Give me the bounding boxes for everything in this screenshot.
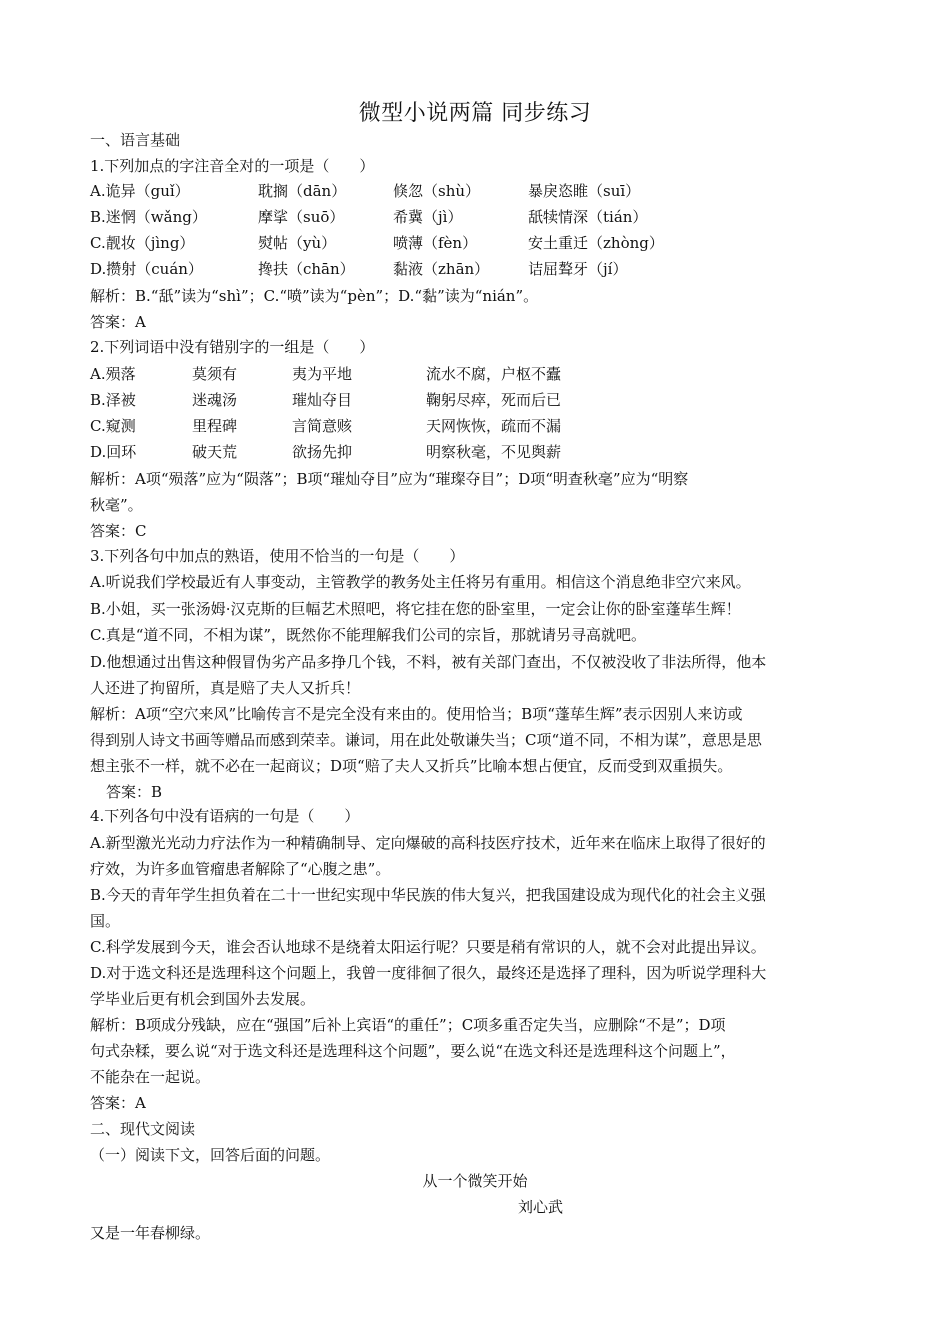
option-cell: 明察秋毫，不见舆薪: [426, 443, 562, 461]
question-2-answer: 答案：C: [90, 522, 147, 540]
story-author: 刘心武: [518, 1198, 564, 1216]
question-4-stem: 4.下列各句中没有语病的一句是（ ）: [90, 807, 360, 825]
question-1-answer: 答案：A: [90, 313, 146, 331]
question-4-option-a: A.新型激光光动力疗法作为一种精确制导、定向爆破的高科技医疗技术，近年来在临床上取得了很好的: [90, 834, 766, 852]
option-cell: 喷薄（fèn）: [393, 234, 478, 252]
question-4-option-b: B.今天的青年学生担负着在二十一世纪实现中华民族的伟大复兴，把我国建设成为现代化的社会主义强: [90, 886, 766, 904]
question-3-option-b: B.小姐，买一张汤姆·汉克斯的巨幅艺术照吧，将它挂在您的卧室里，一定会让你的卧室蓬荜生辉！: [90, 600, 741, 618]
option-cell: 莫须有: [192, 365, 238, 383]
story-title: 从一个微笑开始: [422, 1172, 528, 1190]
section-heading-reading: 二、现代文阅读: [90, 1120, 196, 1138]
option-cell: B.迷惘（wǎng）: [90, 208, 207, 226]
question-3-option-d: D.他想通过出售这种假冒伪劣产品多挣几个钱，不料，被有关部门查出，不仅被没收了非法所得，他本: [90, 653, 767, 671]
question-3-option-c: C.真是“道不同，不相为谋”，既然你不能理解我们公司的宗旨，那就请另寻高就吧。: [90, 626, 647, 644]
question-4-analysis-cont: 不能杂在一起说。: [90, 1068, 211, 1086]
question-3-analysis: 解析：A项“空穴来风”比喻传言不是完全没有来由的。使用恰当；B项“蓬荜生辉”表示因别人来访或: [90, 705, 743, 723]
option-cell: C.窥测: [90, 417, 136, 435]
option-cell: 天网恢恢，疏而不漏: [426, 417, 562, 435]
option-cell: 鞠躬尽瘁，死而后已: [426, 391, 562, 409]
option-cell: 暴戾恣睢（suī）: [528, 182, 641, 200]
question-3-option-a: A.听说我们学校最近有人事变动，主管教学的教务处主任将另有重用。相信这个消息绝非空穴来风。: [90, 573, 751, 591]
option-cell: D.回环: [90, 443, 137, 461]
question-3-analysis-cont: 得到别人诗文书画等赠品而感到荣幸。谦词，用在此处敬谦失当；C项“道不同，不相为谋”，意思是思: [90, 731, 762, 749]
option-cell: D.攒射（cuán）: [90, 260, 203, 278]
reading-part-instructions: （一）阅读下文，回答后面的问题。: [90, 1146, 331, 1164]
option-cell: 熨帖（yù）: [258, 234, 337, 252]
option-cell: C.靓妆（jìng）: [90, 234, 195, 252]
question-4-analysis-cont: 句式杂糅，要么说“对于选文科还是选理科这个问题”，要么说“在选文科还是选理科这个问题上”，: [90, 1042, 736, 1060]
option-cell: 倏忽（shù）: [393, 182, 481, 200]
story-first-line: 又是一年春柳绿。: [90, 1224, 211, 1242]
option-cell: 欲扬先抑: [292, 443, 353, 461]
option-cell: 破天荒: [192, 443, 238, 461]
page-title: 微型小说两篇 同步练习: [358, 101, 592, 126]
question-3-stem: 3.下列各句中加点的熟语，使用不恰当的一句是（ ）: [90, 547, 465, 565]
question-3-option-d-cont: 人还进了拘留所，真是赔了夫人又折兵！: [90, 679, 361, 697]
option-cell: 里程碑: [192, 417, 238, 435]
option-cell: 璀灿夺目: [292, 391, 353, 409]
question-4-option-a-cont: 疗效，为许多血管瘤患者解除了“心腹之患”。: [90, 860, 391, 878]
question-4-option-b-cont: 国。: [90, 912, 121, 930]
option-cell: 安土重迁（zhòng）: [528, 234, 664, 252]
question-2-analysis-cont: 秋毫”。: [90, 496, 143, 514]
option-cell: A.殒落: [90, 365, 136, 383]
question-4-answer: 答案：A: [90, 1094, 146, 1112]
question-2-stem: 2.下列词语中没有错别字的一组是（ ）: [90, 338, 375, 356]
option-cell: 诘屈聱牙（jí）: [528, 260, 628, 278]
option-cell: 夷为平地: [292, 365, 353, 383]
question-1-stem: 1.下列加点的字注音全对的一项是（ ）: [90, 157, 375, 175]
question-4-option-d: D.对于选文科还是选理科这个问题上，我曾一度徘徊了很久，最终还是选择了理科，因为听说学理科大: [90, 964, 767, 982]
option-cell: 流水不腐，户枢不蠹: [426, 365, 562, 383]
question-2-analysis: 解析：A项“殒落”应为“陨落”；B项“璀灿夺目”应为“璀璨夺目”；D项“明查秋毫”应为“明察: [90, 470, 689, 488]
option-cell: 黏液（zhān）: [393, 260, 490, 278]
question-3-analysis-cont: 想主张不一样，就不必在一起商议；D项“赔了夫人又折兵”比喻本想占便宜，反而受到双重损失。: [90, 757, 733, 775]
option-cell: 舐犊情深（tián）: [528, 208, 648, 226]
option-cell: 希冀（jì）: [393, 208, 463, 226]
option-cell: B.泽被: [90, 391, 136, 409]
section-heading-basics: 一、语言基础: [90, 131, 181, 149]
option-cell: 迷魂汤: [192, 391, 238, 409]
question-4-option-c: C.科学发展到今天，谁会否认地球不是绕着太阳运行呢？只要是稍有常识的人，就不会对此提出异议。: [90, 938, 766, 956]
option-cell: 耽搁（dān）: [258, 182, 347, 200]
option-cell: 言简意赅: [292, 417, 353, 435]
option-cell: 搀扶（chān）: [258, 260, 355, 278]
question-4-analysis: 解析：B项成分残缺，应在“强国”后补上宾语“的重任”；C项多重否定失当，应删除“不是”；D项: [90, 1016, 726, 1034]
option-cell: 摩挲（suō）: [258, 208, 345, 226]
question-4-option-d-cont: 学毕业后更有机会到国外去发展。: [90, 990, 316, 1008]
question-3-answer: 答案：B: [106, 783, 163, 801]
question-1-analysis: 解析：B.“舐”读为“shì”；C.“喷”读为“pèn”；D.“黏”读为“nián”。: [90, 287, 539, 305]
option-cell: A.诡异（guǐ）: [90, 182, 190, 200]
